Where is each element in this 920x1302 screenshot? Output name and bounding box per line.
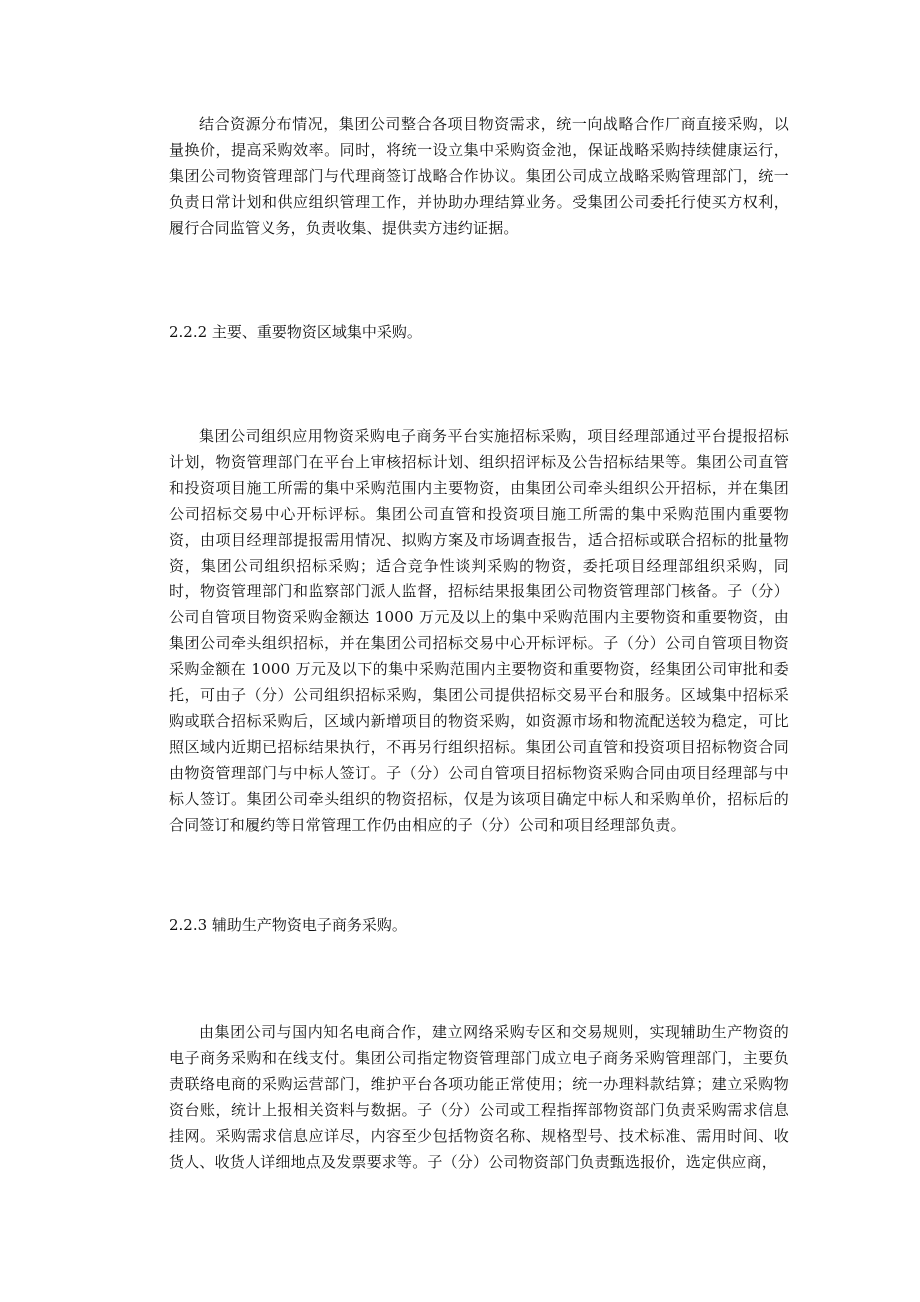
paragraph-ecommerce-procurement: 由集团公司与国内知名电商合作，建立网络采购专区和交易规则，实现辅助生产物资的电子商务采购和在线支付。集团公司指定物资管理部门成立电子商务采购管理部门，主要负责联络电商的采购运营部门，维护平台各项功能正常使用；统一办理料款结算；建立采购物资台账，统计上报相关资料与数据。子（分）公司或工程指挥部物资部门负责采购需求信息挂网。采购需求信息应详尽，内容至少包括物资名称、规格型号、技术标准、需用时间、收货人、收货人详细地点及发票要求等。子（分）公司物资部门负责甄选报价，选定供应商， (169, 1023, 789, 1171)
section-heading-2-2-3: 2.2.3 辅助生产物资电子商务采购。 (169, 916, 407, 934)
section-heading-2-2-2: 2.2.2 主要、重要物资区域集中采购。 (169, 323, 422, 341)
paragraph-strategic-procurement: 结合资源分布情况，集团公司整合各项目物资需求，统一向战略合作厂商直接采购，以量换价，提高采购效率。同时，将统一设立集中采购资金池，保证战略采购持续健康运行，集团公司物资管理部门与代理商签订战略合作协议。集团公司成立战略采购管理部门，统一负责日常计划和供应组织管理工作，并协助办理结算业务。受集团公司委托行使买方权利，履行合同监管义务，负责收集、提供卖方违约证据。 (169, 115, 789, 237)
paragraph-regional-centralized-procurement: 集团公司组织应用物资采购电子商务平台实施招标采购，项目经理部通过平台提报招标计划，物资管理部门在平台上审核招标计划、组织招评标及公告招标结果等。集团公司直管和投资项目施工所需的集中采购范围内主要物资，由集团公司牵头组织公开招标，并在集团公司招标交易中心开标评标。集团公司直管和投资项目施工所需的集中采购范围内重要物资，由项目经理部提报需用情况、拟购方案及市场调查报告，适合招标或联合招标的批量物资，集团公司组织招标采购；适合竞争性谈判采购的物资，委托项目经理部组织采购，同时，物资管理部门和监察部门派人监督，招标结果报集团公司物资管理部门核备。子（分）公司自管项目物资采购金额达 1000 万元及以上的集中采购范围内主要物资和重要物资，由集团公司牵头组织招标，并在集团公司招标交易中心开标评标。子（分）公司自管项目物资采购金额在 1000 万元及以下的集中采购范围内主要物资和重要物资，经集团公司审批和委托，可由子（分）公司组织招标采购，集团公司提供招标交易平台和服务。区域集中招标采购或联合招标采购后，区域内新增项目的物资采购，如资源市场和物流配送较为稳定，可比照区域内近期已招标结果执行，不再另行组织招标。集团公司直管和投资项目招标物资合同由物资管理部门与中标人签订。子（分）公司自管项目招标物资采购合同由项目经理部与中标人签订。集团公司牵头组织的物资招标，仅是为该项目确定中标人和采购单价，招标后的合同签订和履约等日常管理工作仍由相应的子（分）公司和项目经理部负责。 (169, 427, 789, 834)
